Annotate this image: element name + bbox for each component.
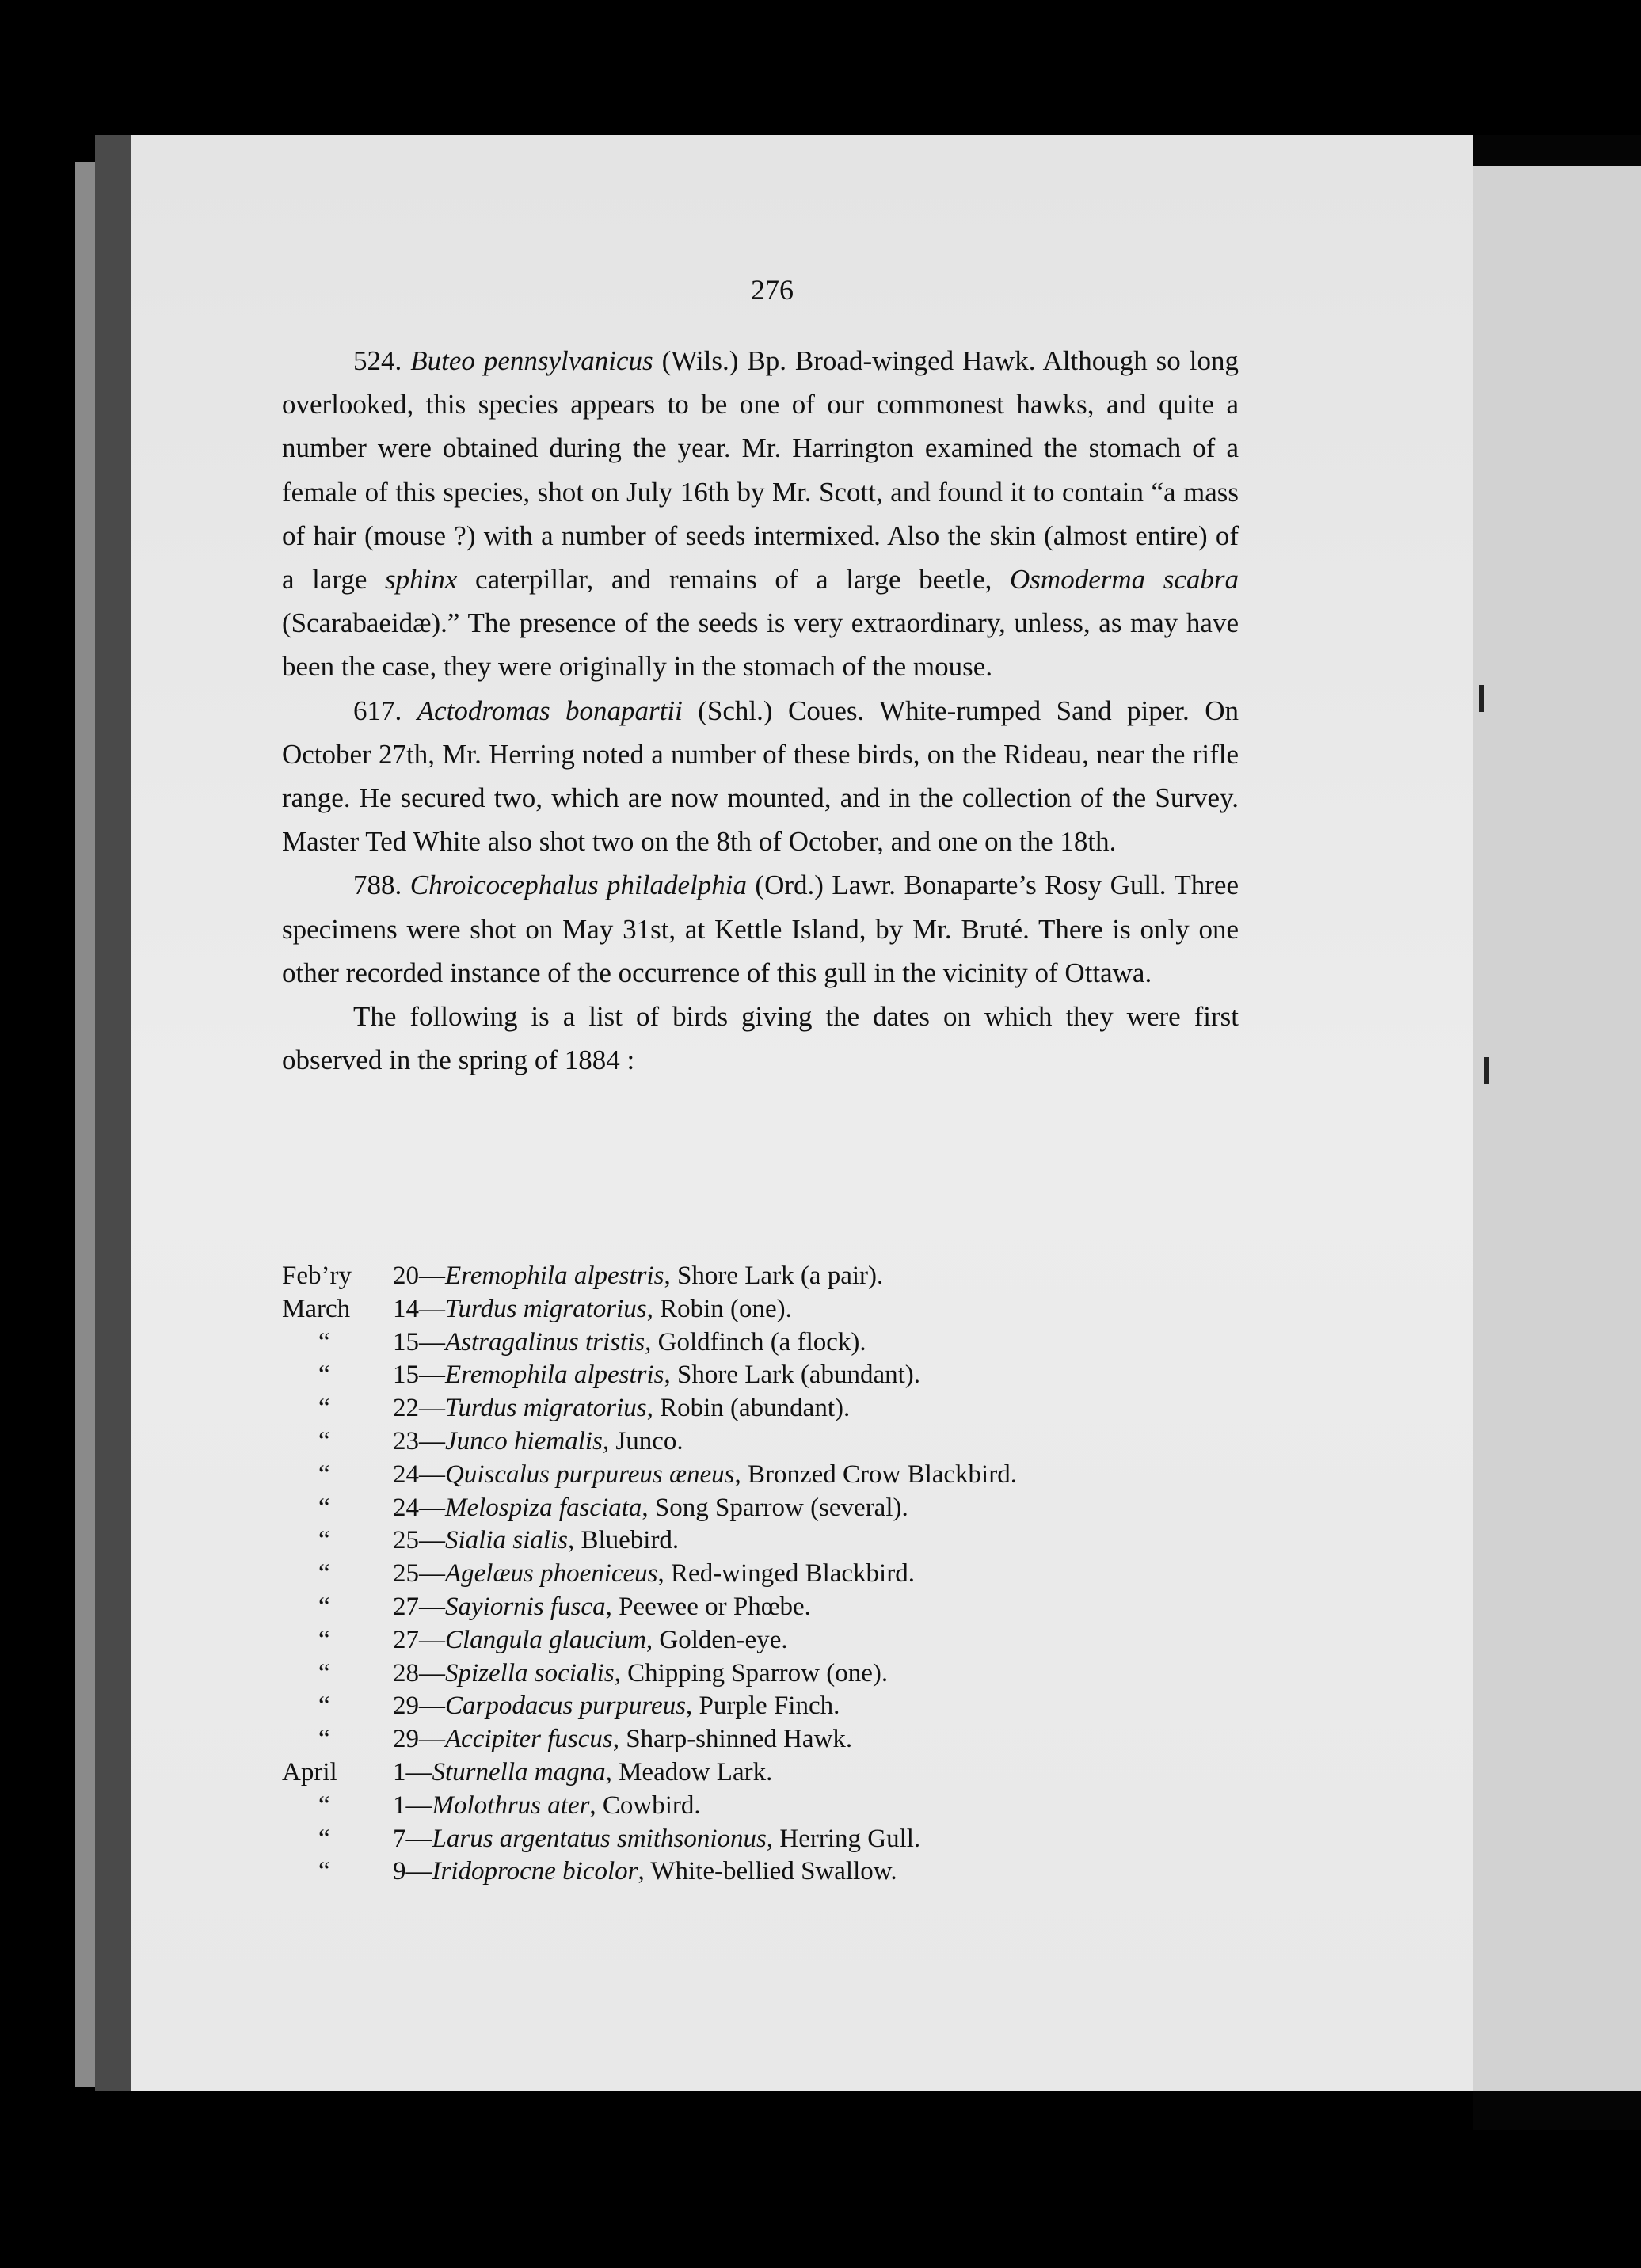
day-number: 29 xyxy=(393,1691,419,1721)
scientific-name: Buteo pennsylvanicus xyxy=(410,345,653,376)
common-name: Purple Finch. xyxy=(699,1691,840,1721)
list-item xyxy=(282,1459,1017,1492)
dash-separator: — xyxy=(405,1790,432,1820)
dash-separator: — xyxy=(419,1559,445,1589)
left-page-edge xyxy=(75,162,95,2087)
list-item xyxy=(282,1690,1017,1723)
list-item xyxy=(282,1790,1017,1823)
scientific-name: Turdus migratorius xyxy=(445,1294,647,1323)
common-name: Shore Lark (a pair). xyxy=(677,1261,884,1290)
common-name: Golden-eye. xyxy=(659,1625,788,1654)
scientific-name: Sturnella magna xyxy=(432,1757,606,1787)
scientific-name: Sayiornis fusca xyxy=(445,1592,606,1621)
entry-text: (Scarabaeidæ).” The presence of the seeds is very extraordinary, unless, as may have been the case, they were originally in the stomach of the mouse. xyxy=(282,607,1239,683)
left-binding-shadow xyxy=(95,135,131,2091)
list-item xyxy=(282,1425,1017,1459)
ditto-mark: “ xyxy=(318,1426,330,1456)
comma-separator: , xyxy=(646,1294,661,1323)
list-intro: The following is a list of birds giving the dates on which they were first observed in the spring of 1884 : xyxy=(282,1001,1239,1076)
scientific-name: sphinx xyxy=(385,564,458,596)
dash-separator: — xyxy=(405,1824,432,1853)
facing-page-edge xyxy=(1473,166,1641,2091)
species-entry-617 xyxy=(282,689,1239,864)
ditto-mark: “ xyxy=(318,1526,330,1555)
ditto-mark: “ xyxy=(318,1790,330,1820)
entry-number: 788. xyxy=(353,870,402,901)
list-item xyxy=(282,1624,1017,1657)
species-entry-788 xyxy=(282,863,1239,995)
show-through-mark xyxy=(1484,1057,1489,1084)
scientific-name: Sialia sialis xyxy=(445,1526,568,1555)
dash-separator: — xyxy=(405,1757,432,1787)
common-name: Shore Lark (abundant). xyxy=(677,1360,921,1390)
list-item xyxy=(282,1392,1017,1425)
comma-separator: , xyxy=(567,1526,581,1555)
day-number: 27 xyxy=(393,1625,419,1654)
dash-separator: — xyxy=(419,1327,445,1357)
list-item xyxy=(282,1260,1017,1293)
dash-separator: — xyxy=(419,1426,445,1456)
common-name: Song Sparrow (several). xyxy=(654,1493,908,1522)
comma-separator: , xyxy=(645,1625,660,1654)
comma-separator: , xyxy=(645,1327,658,1357)
day-number: 20 xyxy=(393,1261,419,1290)
dash-separator: — xyxy=(419,1526,445,1555)
list-item xyxy=(282,1558,1017,1591)
arrival-dates-list xyxy=(282,1260,1017,1889)
dash-separator: — xyxy=(419,1658,445,1688)
list-item xyxy=(282,1855,1017,1889)
common-name: Cowbird. xyxy=(602,1790,701,1820)
day-number: 29 xyxy=(393,1725,419,1754)
scientific-name: Quiscalus purpureus æneus xyxy=(445,1459,735,1489)
scientific-name: Larus argentatus smithsonionus xyxy=(432,1824,767,1853)
dash-separator: — xyxy=(419,1691,445,1721)
day-number: 9 xyxy=(393,1857,406,1886)
common-name: Sharp-shinned Hawk. xyxy=(626,1725,853,1754)
day-number: 7 xyxy=(393,1824,406,1853)
list-item xyxy=(282,1326,1017,1360)
scientific-name: Molothrus ater xyxy=(432,1790,590,1820)
scientific-name: Actodromas bonapartii xyxy=(417,694,683,726)
list-item xyxy=(282,1591,1017,1624)
scientific-name: Astragalinus tristis xyxy=(445,1327,645,1357)
common-name: Robin (abundant). xyxy=(660,1394,851,1423)
comma-separator: , xyxy=(605,1757,619,1787)
dash-separator: — xyxy=(419,1725,445,1754)
page-body xyxy=(282,339,1239,1082)
list-item xyxy=(282,1756,1017,1790)
list-item xyxy=(282,1492,1017,1525)
day-number: 25 xyxy=(393,1559,419,1589)
ditto-mark: “ xyxy=(318,1394,330,1423)
month-label: March xyxy=(282,1294,351,1323)
comma-separator: , xyxy=(589,1790,603,1820)
comma-separator: , xyxy=(612,1725,626,1754)
day-number: 15 xyxy=(393,1360,419,1390)
common-name: Robin (one). xyxy=(660,1294,792,1323)
entry-text: (Ord.) Lawr. Bonaparte’s Rosy Gull. Three specimens were shot on May 31st, at Kettle Island, by Mr. Bruté. There is only one other recorded instance of the occurrence of this gull in the vicinity of Ottawa. xyxy=(282,870,1239,988)
comma-separator: , xyxy=(602,1426,616,1456)
month-label: Feb’ry xyxy=(282,1261,352,1290)
comma-separator: , xyxy=(605,1592,619,1621)
common-name: Meadow Lark. xyxy=(619,1757,773,1787)
list-item xyxy=(282,1359,1017,1392)
scientific-name: Clangula glaucium xyxy=(445,1625,646,1654)
scientific-name: Iridoprocne bicolor xyxy=(432,1857,638,1886)
scientific-name: Accipiter fuscus xyxy=(445,1725,613,1754)
day-number: 14 xyxy=(393,1294,419,1323)
scientific-name: Eremophila alpestris xyxy=(445,1360,664,1390)
day-number: 28 xyxy=(393,1658,419,1688)
common-name: Bronzed Crow Blackbird. xyxy=(747,1459,1017,1489)
common-name: Bluebird. xyxy=(581,1526,680,1555)
dash-separator: — xyxy=(419,1625,445,1654)
entry-text: (Schl.) Coues. White-rumped Sand piper. On October 27th, Mr. Herring noted a number of these birds, on the Rideau, near the rifle range. He secured two, which are now mounted, and in the collection of the Survey. Master Ted White also shot two on the 8th of October, and one on the 18th. xyxy=(282,694,1239,858)
day-number: 22 xyxy=(393,1394,419,1423)
month-label: April xyxy=(282,1757,337,1787)
list-item xyxy=(282,1823,1017,1856)
common-name: Peewee or Phœbe. xyxy=(619,1592,811,1621)
ditto-mark: “ xyxy=(318,1857,330,1886)
ditto-mark: “ xyxy=(318,1691,330,1721)
dash-separator: — xyxy=(419,1360,445,1390)
dash-separator: — xyxy=(419,1459,445,1489)
ditto-mark: “ xyxy=(318,1459,330,1489)
common-name: Junco. xyxy=(615,1426,683,1456)
ditto-mark: “ xyxy=(318,1327,330,1357)
common-name: Red-winged Blackbird. xyxy=(671,1559,915,1589)
dash-separator: — xyxy=(405,1857,432,1886)
dash-separator: — xyxy=(419,1493,445,1522)
comma-separator: , xyxy=(664,1360,678,1390)
ditto-mark: “ xyxy=(318,1559,330,1589)
comma-separator: , xyxy=(657,1559,672,1589)
entry-text: caterpillar, and remains of a large beetle, xyxy=(457,564,1011,596)
scientific-name: Junco hiemalis xyxy=(445,1426,603,1456)
common-name: White-bellied Swallow. xyxy=(650,1857,897,1886)
list-item xyxy=(282,1293,1017,1326)
comma-separator: , xyxy=(614,1658,628,1688)
entry-number: 524. xyxy=(353,345,402,376)
common-name: Chipping Sparrow (one). xyxy=(627,1658,889,1688)
ditto-mark: “ xyxy=(318,1360,330,1390)
comma-separator: , xyxy=(766,1824,780,1853)
scientific-name: Chroicocephalus philadelphia xyxy=(409,870,747,901)
scientific-name: Osmoderma scabra xyxy=(1010,564,1239,596)
scientific-name: Spizella socialis xyxy=(445,1658,615,1688)
ditto-mark: “ xyxy=(318,1592,330,1621)
page-number: 276 xyxy=(751,274,794,306)
scientific-name: Eremophila alpestris xyxy=(445,1261,664,1290)
comma-separator: , xyxy=(642,1493,655,1522)
dash-separator: — xyxy=(419,1394,445,1423)
list-item xyxy=(282,1723,1017,1756)
common-name: Herring Gull. xyxy=(779,1824,921,1853)
show-through-mark xyxy=(1479,685,1484,712)
day-number: 27 xyxy=(393,1592,419,1621)
list-item xyxy=(282,1524,1017,1558)
list-item xyxy=(282,1657,1017,1691)
day-number: 24 xyxy=(393,1493,419,1522)
comma-separator: , xyxy=(686,1691,699,1721)
day-number: 25 xyxy=(393,1526,419,1555)
entry-number: 617. xyxy=(353,694,402,726)
scientific-name: Carpodacus purpureus xyxy=(445,1691,687,1721)
common-name: Goldfinch (a flock). xyxy=(657,1327,866,1357)
scientific-name: Melospiza fasciata xyxy=(445,1493,642,1522)
scientific-name: Turdus migratorius xyxy=(445,1394,647,1423)
comma-separator: , xyxy=(664,1261,678,1290)
ditto-mark: “ xyxy=(318,1658,330,1688)
day-number: 1 xyxy=(393,1790,406,1820)
ditto-mark: “ xyxy=(318,1725,330,1754)
entry-text: (Wils.) Bp. Broad-winged Hawk. Although so long overlooked, this species appears to be one of our commonest hawks, and quite a number were obtained during the year. Mr. Harrington examined the stomach of a female of this species, shot on July 16th by Mr. Scott, and found it to contain “a mass of hair (mouse ?) with a number of seeds intermixed. Also the skin (almost entire) of a large xyxy=(282,345,1239,596)
species-entry-524 xyxy=(282,339,1239,689)
scientific-name: Agelæus phoeniceus xyxy=(445,1559,658,1589)
dash-separator: — xyxy=(419,1261,445,1290)
comma-separator: , xyxy=(638,1857,651,1886)
comma-separator: , xyxy=(646,1394,661,1423)
ditto-mark: “ xyxy=(318,1824,330,1853)
ditto-mark: “ xyxy=(318,1625,330,1654)
day-number: 23 xyxy=(393,1426,419,1456)
dash-separator: — xyxy=(419,1592,445,1621)
comma-separator: , xyxy=(734,1459,748,1489)
day-number: 15 xyxy=(393,1327,419,1357)
day-number: 24 xyxy=(393,1459,419,1489)
day-number: 1 xyxy=(393,1757,406,1787)
dash-separator: — xyxy=(419,1294,445,1323)
ditto-mark: “ xyxy=(318,1493,330,1522)
